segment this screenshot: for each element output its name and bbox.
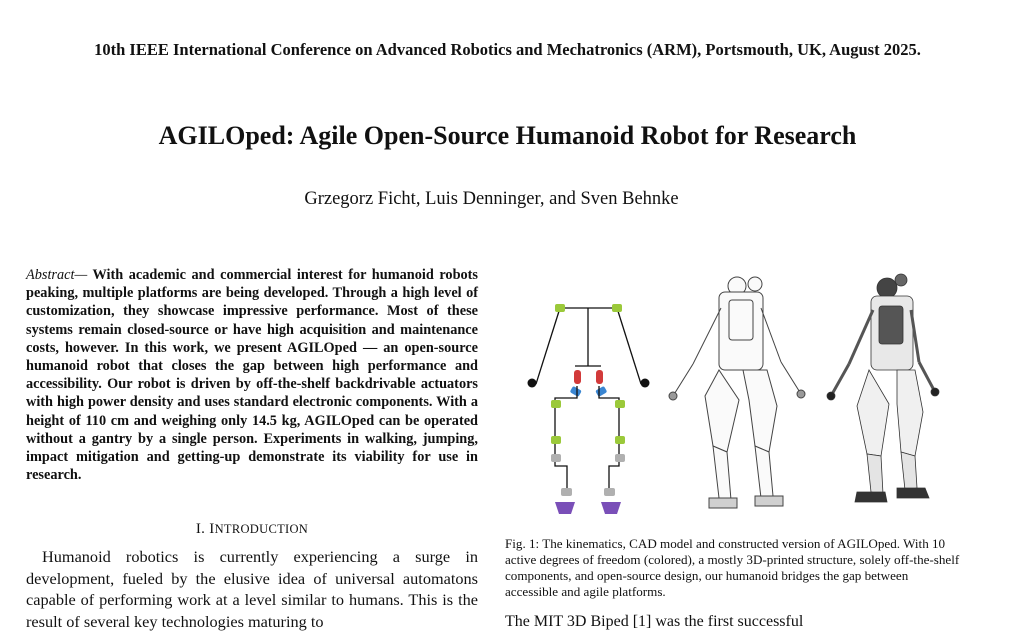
cad-model	[669, 277, 805, 508]
shoulder-right-joint	[612, 304, 622, 312]
section-first-letter: I	[209, 521, 215, 537]
paper-title: AGILOped: Agile Open-Source Humanoid Robot for Research	[158, 121, 857, 150]
introduction-paragraph	[26, 546, 478, 633]
hip-yaw-right	[596, 370, 603, 384]
ankle-right	[604, 488, 615, 496]
hand-left-joint	[528, 379, 537, 388]
authors: Grzegorz Ficht, Luis Denninger, and Sven Behnke	[304, 189, 679, 209]
foot-left	[555, 502, 575, 514]
hip-roll-right	[615, 400, 625, 408]
hip-pitch-right	[595, 386, 607, 397]
shoulder-left-joint	[555, 304, 565, 312]
intro-text: Humanoid robotics is currently experiencing a surge in development, fueled by the elusive idea of universal automatons capable of performing work at a level similar to humans. This is the result of several key technologies maturing to	[26, 547, 478, 632]
conference-header: 10th IEEE International Conference on Advanced Robotics and Mechatronics (ARM), Portsmouth, UK, August 2025.	[94, 40, 921, 59]
hip-yaw-left	[574, 370, 581, 384]
knee-left	[551, 436, 561, 444]
figure-1	[505, 266, 975, 528]
section-heading	[26, 519, 478, 539]
foot-right	[601, 502, 621, 514]
constructed-robot	[827, 274, 939, 502]
section-number: I.	[195, 521, 210, 537]
right-column-text: The MIT 3D Biped [1] was the first successful	[505, 613, 804, 630]
ankle-left	[561, 488, 572, 496]
passive-joint-right	[615, 454, 625, 462]
hand-right-joint	[641, 379, 650, 388]
hip-pitch-left	[570, 386, 582, 397]
hip-roll-left	[551, 400, 561, 408]
kinematics-diagram	[528, 304, 650, 514]
abstract-label: Abstract—	[26, 267, 88, 283]
knee-right	[615, 436, 625, 444]
figure-caption: Fig. 1: The kinematics, CAD model and constructed version of AGILOped. With 10 active degrees of freedom (colored), a mostly 3D-printed structure, solely off-the-shelf components, and open-source design, our humanoid bridges the gap between accessible and agile platforms.	[505, 536, 960, 599]
abstract-text: With academic and commercial interest for humanoid robots peaking, multiple platforms are being developed. Through a high level of customization, they showcase impressive performance. Most of these systems remain closed-source or have high acquisition and maintenance costs, however. In this work, we present AGILOped — an open-source humanoid robot that closes the gap between high performance and accessibility. Our robot is driven by off-the-shelf backdrivable actuators with high power density and uses standard electronic components. With a height of 110 cm and weighing only 14.5 kg, AGILOped can be operated without a gantry by a single person. Experiments in walking, jumping, impact mitigation and getting-up demonstrate its viability for use in research.	[26, 267, 478, 484]
section-title-rest: NTRODUCTION	[214, 522, 309, 536]
abstract	[26, 266, 478, 484]
passive-joint-left	[551, 454, 561, 462]
